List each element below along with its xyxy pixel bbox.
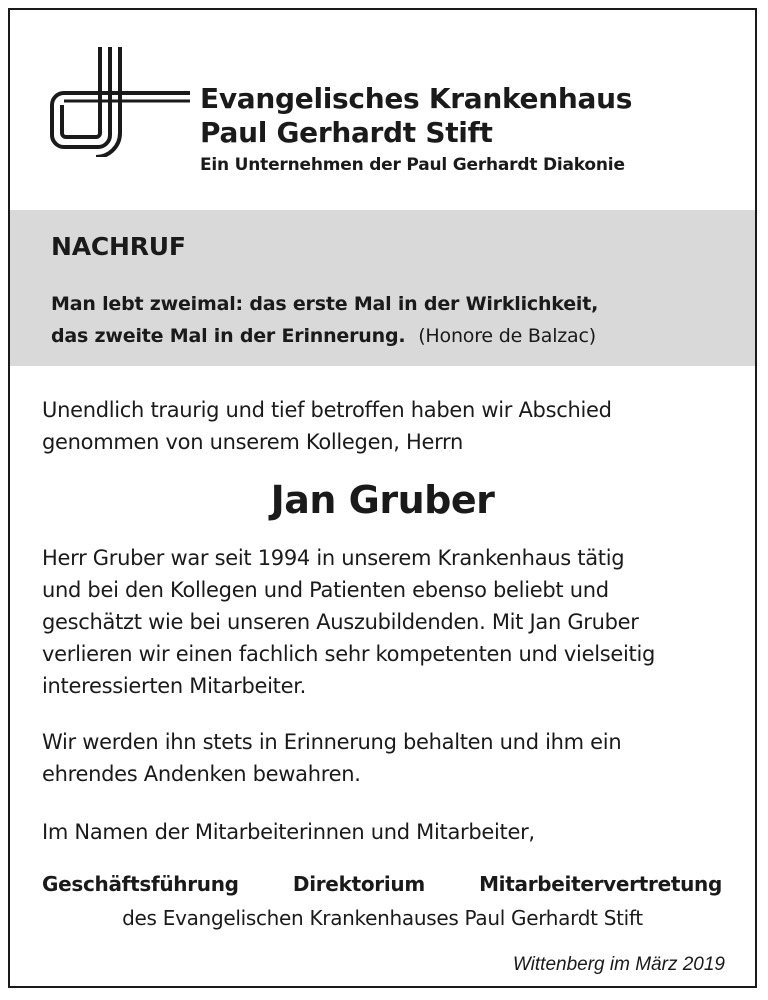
intro-line2: genommen von unserem Kollegen, Herrn	[42, 430, 464, 454]
org-name-line1: Evangelisches Krankenhaus	[200, 82, 633, 115]
quote-line1: Man lebt zweimal: das erste Mal in der Wirklichkeit,	[51, 293, 599, 315]
memory-line2: ehrendes Andenken bewahren.	[42, 762, 361, 786]
deceased-name: Jan Gruber	[270, 478, 495, 522]
bio-line1: Herr Gruber war seit 1994 in unserem Krankenhaus tätig	[42, 546, 625, 570]
signer-directorate: Direktorium	[292, 872, 425, 896]
place-date: Wittenberg im März 2019	[512, 954, 725, 975]
quote-line2-text: das zweite Mal in der Erinnerung.	[51, 325, 406, 347]
obituary-notice	[8, 8, 757, 988]
bio-line2: und bei den Kollegen und Patienten ebenso beliebt und	[42, 578, 609, 602]
quote-author: (Honore de Balzac)	[418, 325, 596, 347]
org-name	[200, 82, 632, 150]
bio-line3: geschätzt wie bei unseren Auszubildenden. Mit Jan Gruber	[42, 610, 639, 634]
org-subtitle: Ein Unternehmen der Paul Gerhardt Diakonie	[200, 155, 625, 175]
intro-paragraph	[42, 394, 612, 458]
memory-line1: Wir werden ihn stets in Erinnerung behalten und ihm ein	[42, 730, 622, 754]
bio-line5: interessierten Mitarbeiter.	[42, 674, 307, 698]
bio-line4: verlieren wir einen fachlich sehr kompetenten und vielseitig	[42, 642, 656, 666]
org-name-line2: Paul Gerhardt Stift	[200, 116, 493, 149]
cross-logo-icon	[50, 47, 190, 157]
banner	[10, 210, 755, 366]
on-behalf-line: Im Namen der Mitarbeiterinnen und Mitarbeiter,	[42, 820, 535, 844]
intro-line1: Unendlich traurig und tief betroffen haben wir Abschied	[42, 398, 612, 422]
memory-paragraph	[42, 726, 621, 790]
banner-heading: NACHRUF	[51, 232, 186, 261]
signers-subtitle: des Evangelischen Krankenhauses Paul Gerhardt Stift	[122, 906, 643, 930]
quote-line2	[51, 320, 598, 352]
signers	[42, 872, 722, 896]
signer-staff-council: Mitarbeitervertretung	[479, 872, 722, 896]
bio-paragraph	[42, 542, 655, 702]
quote	[51, 288, 598, 352]
signer-management: Geschäftsführung	[42, 872, 239, 896]
